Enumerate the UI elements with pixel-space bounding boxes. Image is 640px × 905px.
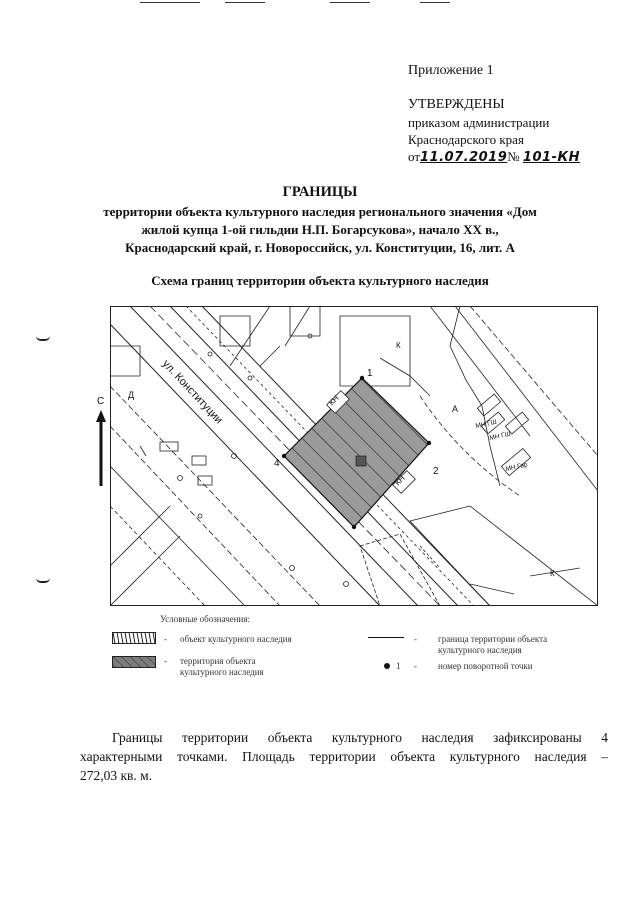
approval-date: 11.07.2019 [420, 150, 508, 165]
approval-line-2: Краснодарского края [408, 132, 524, 147]
legend-territory-label-1: территория объекта [180, 656, 256, 666]
title-line-1: территории объекта культурного наследия регионального значения «Дом [103, 204, 537, 219]
legend-object-swatch [112, 632, 156, 644]
number-prefix: № [507, 149, 520, 164]
appendix-label: Приложение 1 [408, 63, 494, 78]
margin-mark [36, 578, 50, 583]
point-label-1: 1 [367, 368, 373, 379]
approved-label: УТВЕРЖДЕНЫ [408, 97, 505, 112]
point-label-2: 2 [433, 466, 439, 477]
legend-territory-swatch [112, 656, 156, 668]
map-mn-3: МН Гар [504, 461, 529, 473]
map-mn-1: МН ГШ [474, 418, 498, 430]
scan-artifact [225, 2, 265, 3]
map-kn-2: КН [393, 473, 407, 488]
approval-date-line [408, 148, 580, 167]
legend-point-number: 1 [396, 661, 401, 671]
approval-number: 101-КН [522, 150, 580, 165]
body-line-2: характерными точками. Площадь территории объекта культурного наследия – [80, 749, 608, 764]
legend-dash-2: - [164, 656, 167, 666]
legend-territory-label-2: культурного наследия [180, 667, 264, 677]
approval-line-1: приказом администрации [408, 115, 550, 130]
scheme-title: Схема границ территории объекта культурного наследия [151, 273, 489, 288]
legend-boundary-label-1: граница территории объекта [438, 634, 548, 644]
map-letter-k-2: К [550, 569, 555, 578]
north-arrow-icon [94, 396, 108, 488]
map-letter-a: А [452, 404, 459, 414]
turning-point-2 [427, 441, 431, 445]
map-letter-d: Д [128, 390, 135, 400]
map-letter-k-1: К [396, 341, 401, 350]
legend-dash-1: - [164, 634, 167, 644]
boundary-map [110, 306, 598, 606]
map-kn-1: КН [327, 393, 341, 408]
body-line-1: Границы территории объекта культурного наследия зафиксированы 4 [112, 730, 608, 745]
turning-point-4 [282, 454, 286, 458]
street-name: ул. Конституции [159, 357, 225, 427]
legend-object-label: объект культурного наследия [180, 634, 292, 644]
from-prefix: от [408, 149, 421, 164]
legend-boundary-label-2: культурного наследия [438, 645, 522, 655]
document-heading: ГРАНИЦЫ [282, 184, 358, 200]
body-line-3: 272,03 кв. м. [80, 768, 153, 783]
legend-point-label: номер поворотной точки [438, 661, 533, 671]
legend-point-marker [384, 663, 390, 669]
legend-boundary-line [368, 637, 404, 638]
title-line-3: Краснодарский край, г. Новороссийск, ул. Конституции, 16, лит. А [125, 240, 515, 255]
turning-point-1 [360, 376, 364, 380]
point-label-4: 4 [274, 458, 280, 469]
scan-artifact [140, 2, 200, 3]
legend-heading: Условные обозначения: [160, 614, 251, 624]
scan-artifact [420, 2, 450, 3]
legend-dash-3: - [414, 634, 417, 644]
turning-point-3 [352, 525, 356, 529]
margin-mark [36, 336, 50, 341]
legend-dash-4: - [414, 661, 417, 671]
title-line-2: жилой купца 1-ой гильдии Н.П. Богарсукова», начало XX в., [141, 222, 499, 237]
north-label: С [97, 396, 105, 407]
scan-artifact [330, 2, 370, 3]
map-mn-2: МН ГШ [488, 430, 512, 442]
